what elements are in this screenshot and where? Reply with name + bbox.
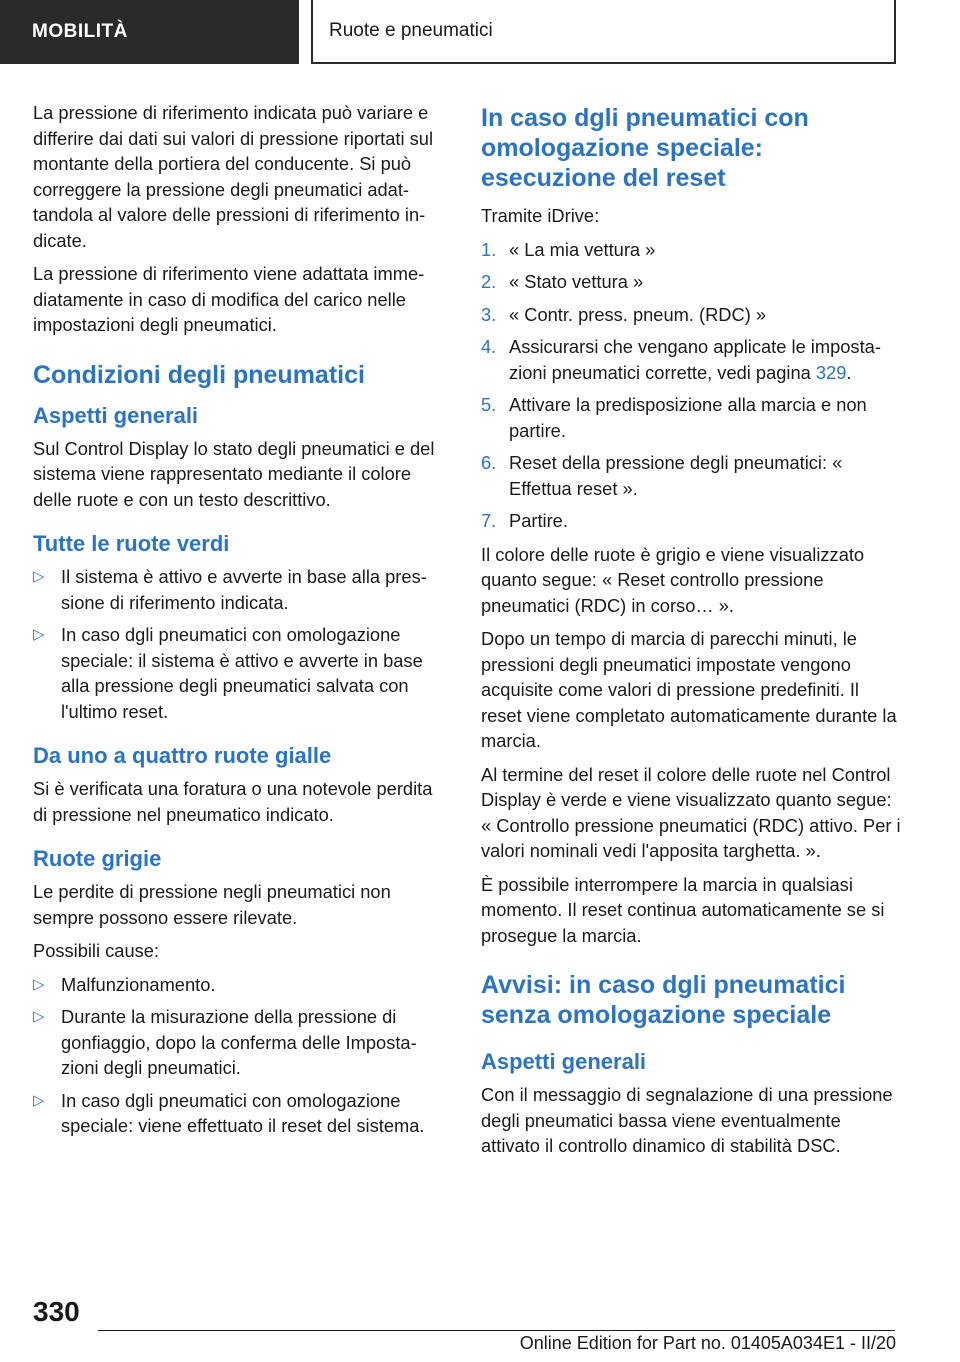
aspetti-paragraph: Sul Control Display lo stato degli pneumatici e del sistema viene rappresentato mediante il colore delle ruote e con un testo descrittivo. [33,437,435,510]
heading-ruote-verdi: Tutte le ruote verdi [33,531,230,556]
heading-avvisi: Avvisi: in caso dgli pneumatici senza omologazione speciale [481,971,846,1029]
list-item: ▷ Il sistema è attivo e avverte in base alla pressione di riferimento indicata. [33,566,427,613]
list-item: 4. Assicurarsi che vengano applicate le impostazioni pneumatici corrette, vedi pagina 329. [481,336,881,383]
heading-condizioni: Condizioni degli pneumatici [33,360,365,389]
chapter-title: Ruote e pneumatici [329,20,493,41]
right-column [481,103,901,1167]
list-item: 6. Reset della pressione degli pneumatici: « Effettua reset ». [481,452,843,499]
tramite-paragraph: Tramite iDrive: [481,205,600,226]
grigie-paragraph-2: Possibili cause: [33,940,159,961]
colore-paragraph: Il colore delle ruote è grigio e viene visualizzato quanto segue: « Reset controllo pressione pneumatici (RDC) in corso… ». [481,543,865,616]
footer-edition: Online Edition for Part no. 01405A034E1 - II/20 [519,1333,896,1353]
triangle-bullet-icon: ▷ [33,1091,45,1109]
footer-divider [98,1330,895,1331]
list-item: 2. « Stato vettura » [481,269,901,295]
step-number: 2. [481,271,497,292]
section-header [0,0,299,64]
list-item: ▷ In caso dgli pneumatici con omologazione speciale: viene effettuato il reset del sistema. [33,1089,425,1136]
step-number: 6. [481,452,497,473]
possibile-paragraph: È possibile interrompere la marcia in qualsiasi momento. Il reset continua automaticamente se si prosegue la marcia. [481,873,885,946]
gialle-paragraph: Si è verificata una foratura o una notevole perdita di pressione nel pneumatico indicato. [33,778,433,825]
list-item: 3. « Contr. press. pneum. (RDC) » [481,302,901,328]
heading-esecuzione-reset: In caso dgli pneumatici con omologazione speciale: esecuzione del reset [481,104,809,192]
dopo-paragraph: Dopo un tempo di marcia di parecchi minuti, le pressioni degli pneumatici impostate vengono acquisite come valori di pressione predefiniti. Il reset viene completato automaticamente durante la marcia. [481,628,897,751]
intro-paragraph-1: La pressione di riferimento indicata può variare e differire dai dati sui valori di pressione riportati sul montante della portiera del conducente. Si può correggere la pressione degli pneumatici adattandola al valore delle pressioni di riferimento indicate. [33,102,434,251]
heading-ruote-grigie: Ruote grigie [33,846,162,871]
triangle-bullet-icon: ▷ [33,975,45,993]
heading-ruote-gialle: Da uno a quattro ruote gialle [33,743,332,768]
list-item: ▷ Durante la misurazione della pressione di gonfiaggio, dopo la conferma delle Impostazioni degli pneumatici. [33,1006,417,1078]
page-link[interactable]: 329 [815,361,847,383]
intro-paragraph-2: La pressione di riferimento viene adattata immediatamente in caso di modifica del carico nelle impostazioni degli pneumatici. [33,263,425,335]
section-title: MOBILITÀ [32,21,128,42]
heading-aspetti-generali: Aspetti generali [33,402,199,428]
step-number: 4. [481,336,497,357]
triangle-bullet-icon: ▷ [33,626,45,643]
list-item: ▷ In caso dgli pneumatici con omologazione speciale: il sistema è attivo e avverte in base alla pressione degli pneumatici salvata con l'ultimo reset. [33,624,423,722]
step-number: 5. [481,394,497,415]
messaggio-paragraph: Con il messaggio di segnalazione di una pressione degli pneumatici bassa viene eventualmente attivato il controllo dinamico di stabilità DSC. [481,1084,893,1156]
list-item: 5. Attivare la predisposizione alla marcia e non partire. [481,394,867,441]
step-number: 7. [481,510,497,531]
triangle-bullet-icon: ▷ [33,568,45,585]
verdi-list [33,564,448,724]
heading-aspetti-generali-2: Aspetti generali [481,1049,647,1074]
grigie-list [33,972,448,1139]
step-number: 1. [481,238,497,260]
reset-steps-list [481,237,901,534]
list-item: 7. Partire. [481,508,901,534]
step-number: 3. [481,303,497,325]
termine-paragraph: Al termine del reset il colore delle ruote nel Control Display è verde e viene visualizzato quanto segue: « Controllo pressione pneumatici (RDC) attivo. Per i valori nominali vedi l'apposita targhetta. ». [481,763,901,861]
left-column [33,100,448,1147]
list-item: ▷ Malfunzionamento. [33,972,448,998]
grigie-paragraph-1: Le perdite di pressione negli pneumatici non sempre possono essere rilevate. [33,881,391,928]
chapter-header [311,0,896,64]
page-number: 330 [33,1296,80,1327]
list-item: 1. « La mia vettura » [481,237,901,263]
triangle-bullet-icon: ▷ [33,1008,45,1025]
